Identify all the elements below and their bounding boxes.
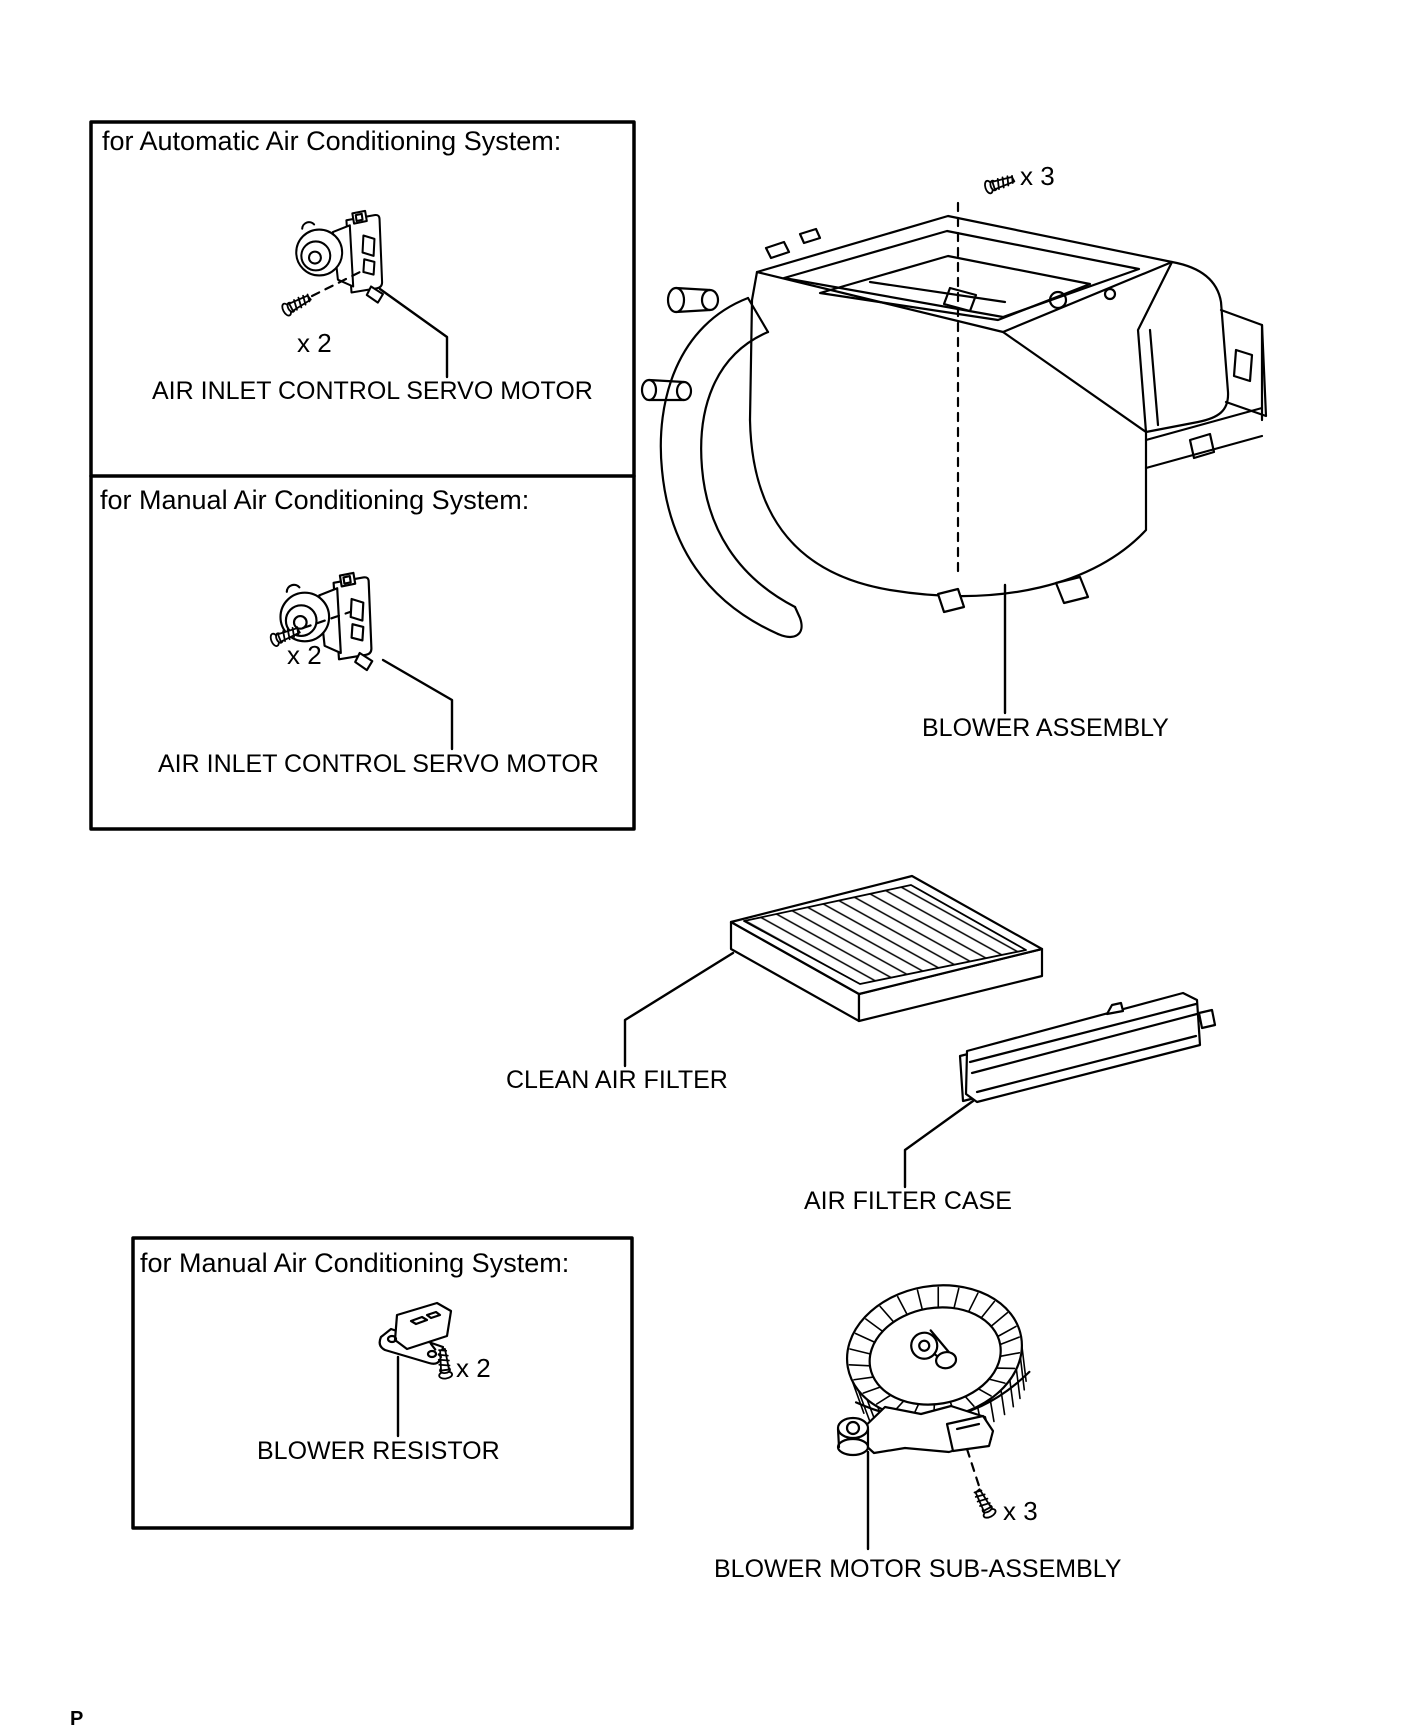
screw-count-label: x 2 bbox=[287, 640, 322, 670]
section-heading-automatic: for Automatic Air Conditioning System: bbox=[102, 126, 562, 156]
screw-icon bbox=[281, 292, 313, 317]
part-label-servo-manual: AIR INLET CONTROL SERVO MOTOR bbox=[158, 750, 599, 778]
screw-icon bbox=[972, 1487, 997, 1519]
clean-air-filter-illustration bbox=[731, 876, 1042, 1021]
part-label-blower-assembly: BLOWER ASSEMBLY bbox=[922, 714, 1169, 742]
leader-line bbox=[625, 953, 733, 1066]
dashed-guide-line bbox=[967, 1449, 980, 1489]
screw-icon bbox=[984, 173, 1016, 194]
leader-line bbox=[905, 1101, 973, 1187]
section-heading-manual: for Manual Air Conditioning System: bbox=[100, 485, 530, 515]
screw-count-label: x 2 bbox=[297, 328, 332, 358]
section-heading-resistor: for Manual Air Conditioning System: bbox=[140, 1248, 570, 1278]
resistor-box-outline bbox=[133, 1238, 632, 1528]
part-label-clean-air-filter: CLEAN AIR FILTER bbox=[506, 1066, 728, 1094]
blower-assembly-illustration bbox=[642, 216, 1266, 637]
part-label-blower-motor: BLOWER MOTOR SUB-ASSEMBLY bbox=[714, 1555, 1122, 1583]
leader-line bbox=[380, 289, 447, 377]
screw-count-label: x 3 bbox=[1003, 1496, 1038, 1526]
blower-motor-illustration bbox=[836, 1271, 1038, 1455]
screw-count-label: x 2 bbox=[456, 1353, 491, 1383]
part-label-blower-resistor: BLOWER RESISTOR bbox=[257, 1437, 500, 1465]
leader-line bbox=[383, 660, 452, 749]
air-filter-case-illustration bbox=[960, 993, 1215, 1102]
servo-motor-auto-illustration bbox=[296, 211, 383, 303]
screw-count-label: x 3 bbox=[1020, 161, 1055, 191]
part-label-servo-auto: AIR INLET CONTROL SERVO MOTOR bbox=[152, 377, 593, 405]
page-footer-mark: P bbox=[70, 1708, 84, 1730]
part-label-air-filter-case: AIR FILTER CASE bbox=[804, 1187, 1012, 1215]
